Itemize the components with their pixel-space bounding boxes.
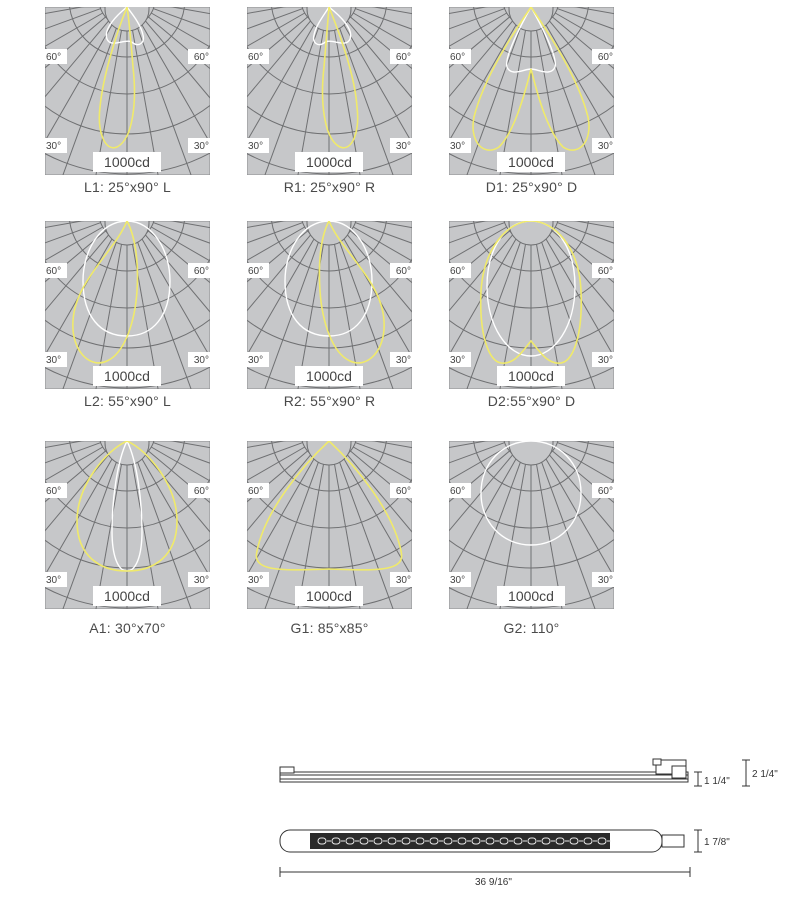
fixture-drawing	[270, 750, 810, 897]
photometric-diagram-l2	[45, 221, 210, 421]
polar-chart	[45, 7, 210, 175]
diagram-caption: D2:55°x90° D	[487, 393, 576, 409]
angle-label: 30°	[193, 141, 209, 152]
diagram-caption: G2: 110°	[503, 620, 560, 636]
scale-label: 1000cd	[508, 368, 554, 384]
angle-label: 30°	[46, 575, 62, 586]
photometric-diagram-a1	[45, 441, 210, 641]
angle-label: 60°	[46, 486, 62, 497]
polar-chart	[449, 441, 614, 609]
angle-label: 30°	[450, 575, 466, 586]
polar-chart	[247, 7, 412, 175]
angle-label: 30°	[46, 355, 62, 366]
angle-label: 60°	[597, 486, 613, 497]
diagram-caption: L2: 55°x90° L	[84, 393, 171, 409]
angle-label: 30°	[395, 141, 411, 152]
fixture-front-view	[280, 830, 702, 877]
angle-label: 60°	[193, 52, 209, 63]
angle-label: 30°	[395, 355, 411, 366]
dim-height-body: 1 1/4"	[704, 776, 730, 787]
dim-length: 36 9/16"	[475, 877, 512, 888]
angle-label: 30°	[597, 575, 613, 586]
angle-label: 60°	[46, 52, 62, 63]
scale-label: 1000cd	[306, 588, 352, 604]
photometric-diagram-d1	[449, 7, 614, 207]
scale-label: 1000cd	[104, 154, 150, 170]
scale-label: 1000cd	[508, 588, 554, 604]
angle-label: 30°	[597, 355, 613, 366]
angle-label: 30°	[248, 141, 264, 152]
diagram-caption: L1: 25°x90° L	[84, 179, 171, 195]
scale-label: 1000cd	[306, 154, 352, 170]
diagram-caption: A1: 30°x70°	[89, 620, 166, 636]
angle-label: 30°	[248, 355, 264, 366]
angle-label: 60°	[597, 266, 613, 277]
dimension-drawing	[270, 750, 810, 897]
angle-label: 60°	[46, 266, 62, 277]
angle-label: 60°	[395, 52, 411, 63]
fixture-side-view	[280, 759, 750, 786]
diagram-caption: D1: 25°x90° D	[485, 179, 578, 195]
diagram-caption: R1: 25°x90° R	[283, 179, 376, 195]
photometric-diagram-r2	[247, 221, 412, 421]
dim-height-total: 2 1/4"	[752, 769, 778, 780]
angle-label: 30°	[395, 575, 411, 586]
angle-label: 60°	[193, 266, 209, 277]
diagram-caption: R2: 55°x90° R	[283, 393, 376, 409]
angle-label: 30°	[450, 355, 466, 366]
photometric-diagram-r1	[247, 7, 412, 207]
angle-label: 30°	[248, 575, 264, 586]
photometric-diagram-l1	[45, 7, 210, 207]
angle-label: 60°	[450, 52, 466, 63]
angle-label: 60°	[193, 486, 209, 497]
polar-chart	[45, 221, 210, 389]
dim-width: 1 7/8"	[704, 837, 730, 848]
polar-chart	[247, 221, 412, 389]
angle-label: 30°	[46, 141, 62, 152]
angle-label: 60°	[450, 486, 466, 497]
photometric-diagram-g1	[247, 441, 412, 641]
photometric-diagram-d2	[449, 221, 614, 421]
angle-label: 60°	[395, 266, 411, 277]
angle-label: 60°	[395, 486, 411, 497]
polar-chart	[247, 441, 412, 609]
photometric-diagram-g2	[449, 441, 614, 641]
polar-chart	[449, 221, 614, 389]
scale-label: 1000cd	[104, 368, 150, 384]
angle-label: 60°	[450, 266, 466, 277]
polar-chart	[449, 7, 614, 175]
scale-label: 1000cd	[104, 588, 150, 604]
angle-label: 60°	[248, 266, 264, 277]
angle-label: 30°	[193, 575, 209, 586]
diagram-caption: G1: 85°x85°	[290, 620, 369, 636]
angle-label: 30°	[597, 141, 613, 152]
angle-label: 60°	[597, 52, 613, 63]
scale-label: 1000cd	[508, 154, 554, 170]
angle-label: 60°	[248, 52, 264, 63]
angle-label: 30°	[450, 141, 466, 152]
scale-label: 1000cd	[306, 368, 352, 384]
polar-chart	[45, 441, 210, 609]
angle-label: 30°	[193, 355, 209, 366]
angle-label: 60°	[248, 486, 264, 497]
